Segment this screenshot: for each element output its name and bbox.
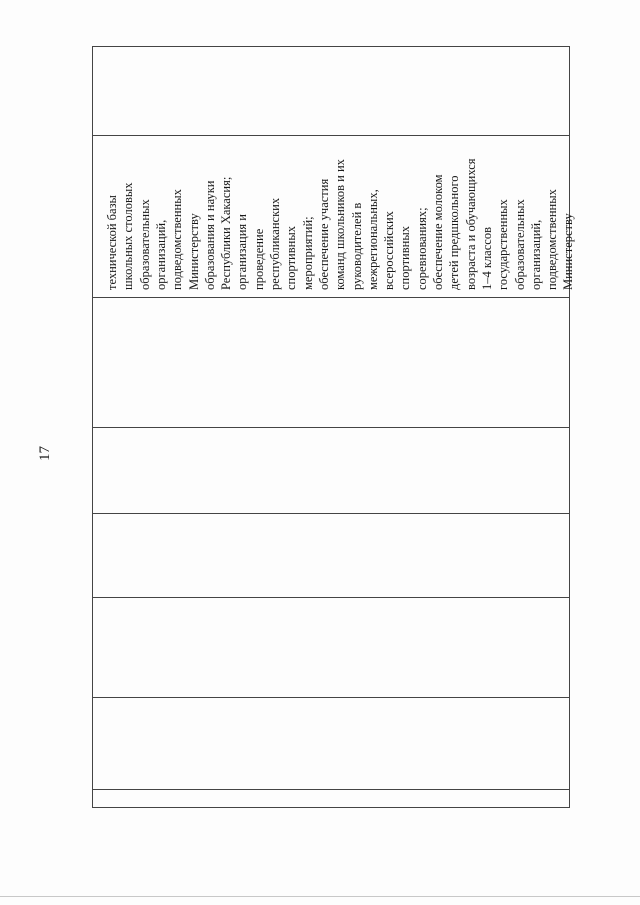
cell-text-block	[96, 140, 576, 294]
row-divider-6	[93, 697, 569, 698]
cell-text-line: спортивных	[284, 226, 299, 290]
cell-text-line: подведомственных	[545, 189, 560, 290]
page-edge	[0, 896, 640, 897]
page-number: 17	[37, 446, 53, 461]
cell-text-line: образовательных	[137, 199, 152, 290]
cell-text-line: школьных столовых	[121, 182, 136, 290]
row-divider-7	[93, 789, 569, 790]
cell-text-line: детей предшкольного	[447, 175, 462, 290]
cell-text-line: всероссийских	[382, 211, 397, 290]
cell-text-line: возраста и обучающихся	[463, 158, 478, 290]
cell-text-line: обеспечение молоком	[431, 174, 445, 290]
cell-text-line: технической базы	[105, 195, 119, 290]
cell-text-line: спортивных	[398, 226, 413, 290]
cell-text-line: мероприятий;	[300, 216, 315, 290]
row-divider-1	[93, 135, 569, 136]
row-divider-4	[93, 513, 569, 514]
cell-text-line: проведение	[251, 228, 266, 290]
cell-text-line: организация и	[235, 214, 250, 290]
row-divider-5	[93, 597, 569, 598]
cell-text-line: 1–4 классов	[479, 227, 494, 290]
cell-text-line: обеспечение участия	[316, 178, 331, 290]
cell-text-line: соревнованиях;	[414, 207, 429, 290]
cell-text-line: Республики Хакасия;	[219, 176, 234, 290]
cell-text-line: образования и науки	[202, 180, 217, 290]
row-divider-2	[93, 297, 569, 298]
cell-text-line: Министерству	[186, 213, 201, 290]
cell-text-line: руководителей в	[349, 202, 364, 290]
cell-text-line: республиканских	[268, 197, 282, 290]
row-divider-3	[93, 427, 569, 428]
cell-text-line: организаций,	[528, 219, 543, 290]
cell-text-line: государственных	[496, 199, 511, 290]
cell-text-line: подведомственных	[170, 189, 185, 290]
cell-text-line: Министерству	[561, 213, 576, 290]
cell-text-line: команд школьников и их	[333, 159, 348, 290]
cell-text-line: организаций,	[153, 219, 168, 290]
cell-text-line: образовательных	[512, 199, 527, 290]
cell-text-line: межрегиональных,	[365, 189, 380, 290]
